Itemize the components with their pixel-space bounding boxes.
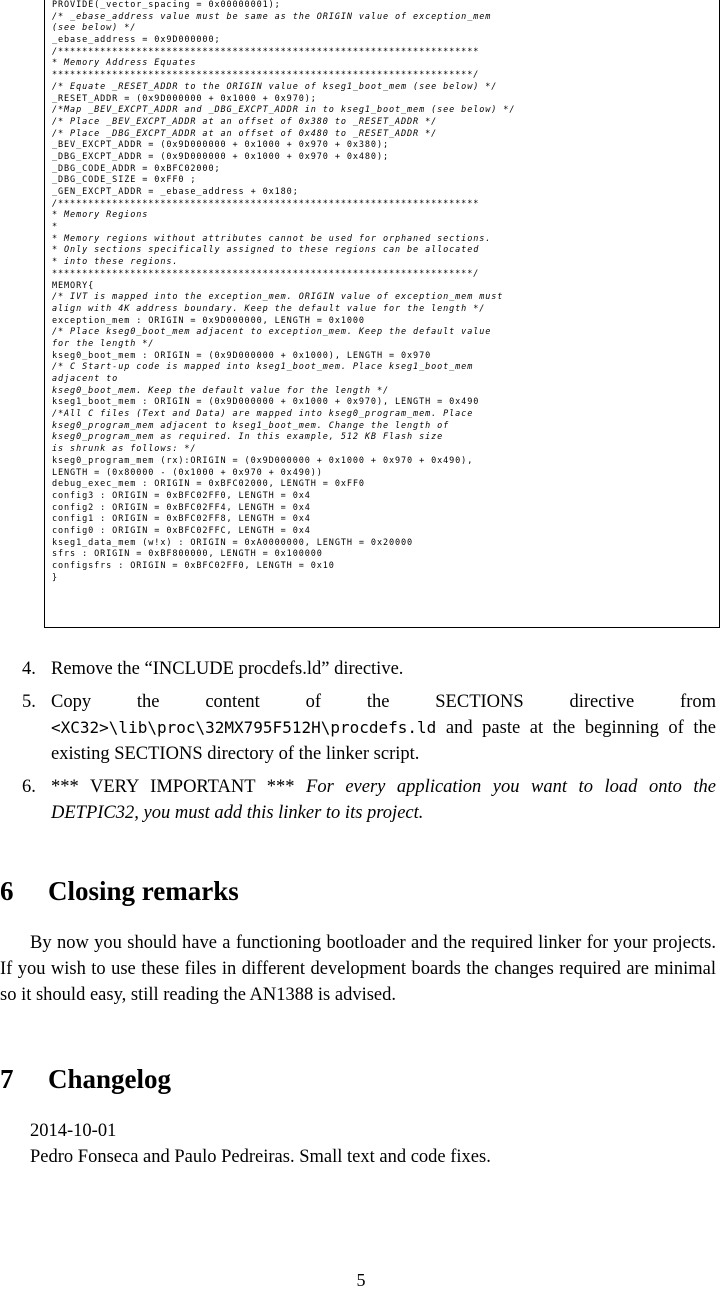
code-line: config1 : ORIGIN = 0xBFC02FF8, LENGTH = 0x4 [52,514,311,525]
code-line: kseg1_boot_mem : ORIGIN = (0x9D000000 + 0x1000 + 0x970), LENGTH = 0x490 [52,397,480,408]
code-line: debug_exec_mem : ORIGIN = 0xBFC02000, LENGTH = 0xFF0 [52,479,365,490]
section-heading-closing-remarks [0,876,239,907]
step-text: Remove the “INCLUDE procdefs.ld” directive. [51,659,404,679]
code-line: kseg0_boot_mem : ORIGIN = (0x9D000000 + 0x1000), LENGTH = 0x970 [52,350,432,361]
step-text: Copy the content of the SECTIONS directive from [51,692,716,712]
code-line: _DBG_CODE_ADDR = 0xBFC02000; [52,163,221,174]
code-line: _RESET_ADDR = (0x9D000000 + 0x1000 + 0x970); [52,93,317,104]
code-line: /********************************************************************** [52,46,480,57]
code-line: * into these regions. [52,257,179,268]
section-number: 6 [0,876,14,906]
code-line: /* IVT is mapped into the exception_mem. ORIGIN value of exception_mem must [52,292,504,303]
code-line: configsfrs : ORIGIN = 0xBFC02FF0, LENGTH = 0x10 [52,561,335,571]
code-line: PROVIDE(_vector_spacing = 0x00000001); [52,0,281,10]
step-4 [0,656,722,682]
code-line: MEMORY{ [52,280,95,291]
code-line: (see below) */ [52,23,137,34]
code-line: * [52,222,59,233]
code-line: _BEV_EXCPT_ADDR = (0x9D000000 + 0x1000 + 0x970 + 0x380); [52,140,389,151]
code-line: config2 : ORIGIN = 0xBFC02FF4, LENGTH = 0x4 [52,502,311,513]
code-line: for the length */ [52,338,155,349]
page-number: 5 [356,1270,366,1290]
code-line: /* Equate _RESET_ADDR to the ORIGIN value of kseg1_boot_mem (see below) */ [52,81,498,92]
code-line: kseg0_program_mem adjacent to kseg1_boot_mem. Change the length of [52,420,450,431]
changelog-entry: Pedro Fonseca and Paulo Pedreiras. Small text and code fixes. [30,1147,491,1167]
code-line: adjacent to [52,374,119,384]
linker-script-listing [44,0,720,628]
section-number: 7 [0,1064,14,1094]
step-number: 4. [22,659,36,679]
closing-remarks-paragraph: By now you should have a functioning bootloader and the required linker for your projects. If you wish to use these files in different development boards the changes required are minimal so it should easy, still reading the AN1388 is advised. [0,933,716,1005]
code-line: * Memory regions without attributes cannot be used for orphaned sections. [52,233,492,244]
code-line: } [52,572,59,583]
code-line: is shrunk as follows: */ [52,444,197,455]
code-line: align with 4K address boundary. Keep the default value for the length */ [52,303,486,314]
code-line: _GEN_EXCPT_ADDR = _ebase_address + 0x180; [52,187,299,197]
section-heading-changelog [0,1064,171,1095]
code-line: **********************************************************************/ [52,70,480,81]
code-line: /********************************************************************** [52,198,480,209]
instruction-steps [0,656,722,833]
code-line: config0 : ORIGIN = 0xBFC02FFC, LENGTH = 0x4 [52,525,311,536]
file-path: <XC32>\lib\proc\32MX795F512H\procdefs.ld [51,718,437,737]
code-line: /* C Start-up code is mapped into kseg1_boot_mem. Place kseg1_boot_mem [52,362,474,373]
code-line: kseg0_program_mem as required. In this example, 512 KB Flash size [52,432,444,443]
code-line: config3 : ORIGIN = 0xBFC02FF0, LENGTH = 0x4 [52,490,311,501]
code-line: kseg0_program_mem (rx):ORIGIN = (0x9D000000 + 0x1000 + 0x970 + 0x490), [52,455,474,466]
code-line: * Memory Address Equates [52,58,197,69]
step-number: 5. [22,692,36,712]
code-line: **********************************************************************/ [52,268,480,279]
section-title: Closing remarks [48,876,239,906]
code-line: /*All C files (Text and Data) are mapped into kseg0_program_mem. Place [52,409,474,420]
code-line: sfrs : ORIGIN = 0xBF800000, LENGTH = 0x100000 [52,549,323,560]
code-line: _DBG_CODE_SIZE = 0xFF0 ; [52,175,197,186]
code-line: /*Map _BEV_EXCPT_ADDR and _DBG_EXCPT_ADDR in to kseg1_boot_mem (see below) */ [52,105,516,116]
step-text-cont: and paste at the beginning of the existing SECTIONS directory of the linker script. [51,718,716,764]
code-line: _DBG_EXCPT_ADDR = (0x9D000000 + 0x1000 + 0x970 + 0x480); [52,151,389,162]
changelog-date: 2014-10-01 [30,1121,117,1141]
code-line: /* Place _BEV_EXCPT_ADDR at an offset of 0x380 to _RESET_ADDR */ [52,116,438,127]
emphasis-text: For every application you want to load onto the DETPIC32, you must add this linker to its project. [51,777,716,823]
code-line: * Only sections specifically assigned to these regions can be allocated [52,245,480,256]
code-line: _ebase_address = 0x9D000000; [52,35,221,46]
section-title: Changelog [48,1064,172,1094]
code-line: /* Place _DBG_EXCPT_ADDR at an offset of 0x480 to _RESET_ADDR */ [52,128,438,139]
code-line: /* _ebase_address value must be same as the ORIGIN value of exception_mem [52,11,492,22]
code-line: kseg0_boot_mem. Keep the default value for the length */ [52,385,389,396]
warning-text: *** VERY IMPORTANT *** [51,777,307,797]
code-line: exception_mem : ORIGIN = 0x9D000000, LENGTH = 0x1000 [52,315,365,326]
code-line: kseg1_data_mem (w!x) : ORIGIN = 0xA0000000, LENGTH = 0x20000 [52,537,414,548]
code-line: * Memory Regions [52,210,149,221]
code-line: LENGTH = (0x80000 - (0x1000 + 0x970 + 0x490)) [52,467,323,478]
code-line: /* Place kseg0_boot_mem adjacent to exception_mem. Keep the default value [52,327,492,338]
step-6 [0,774,722,826]
step-5 [0,689,722,767]
step-number: 6. [22,777,36,797]
